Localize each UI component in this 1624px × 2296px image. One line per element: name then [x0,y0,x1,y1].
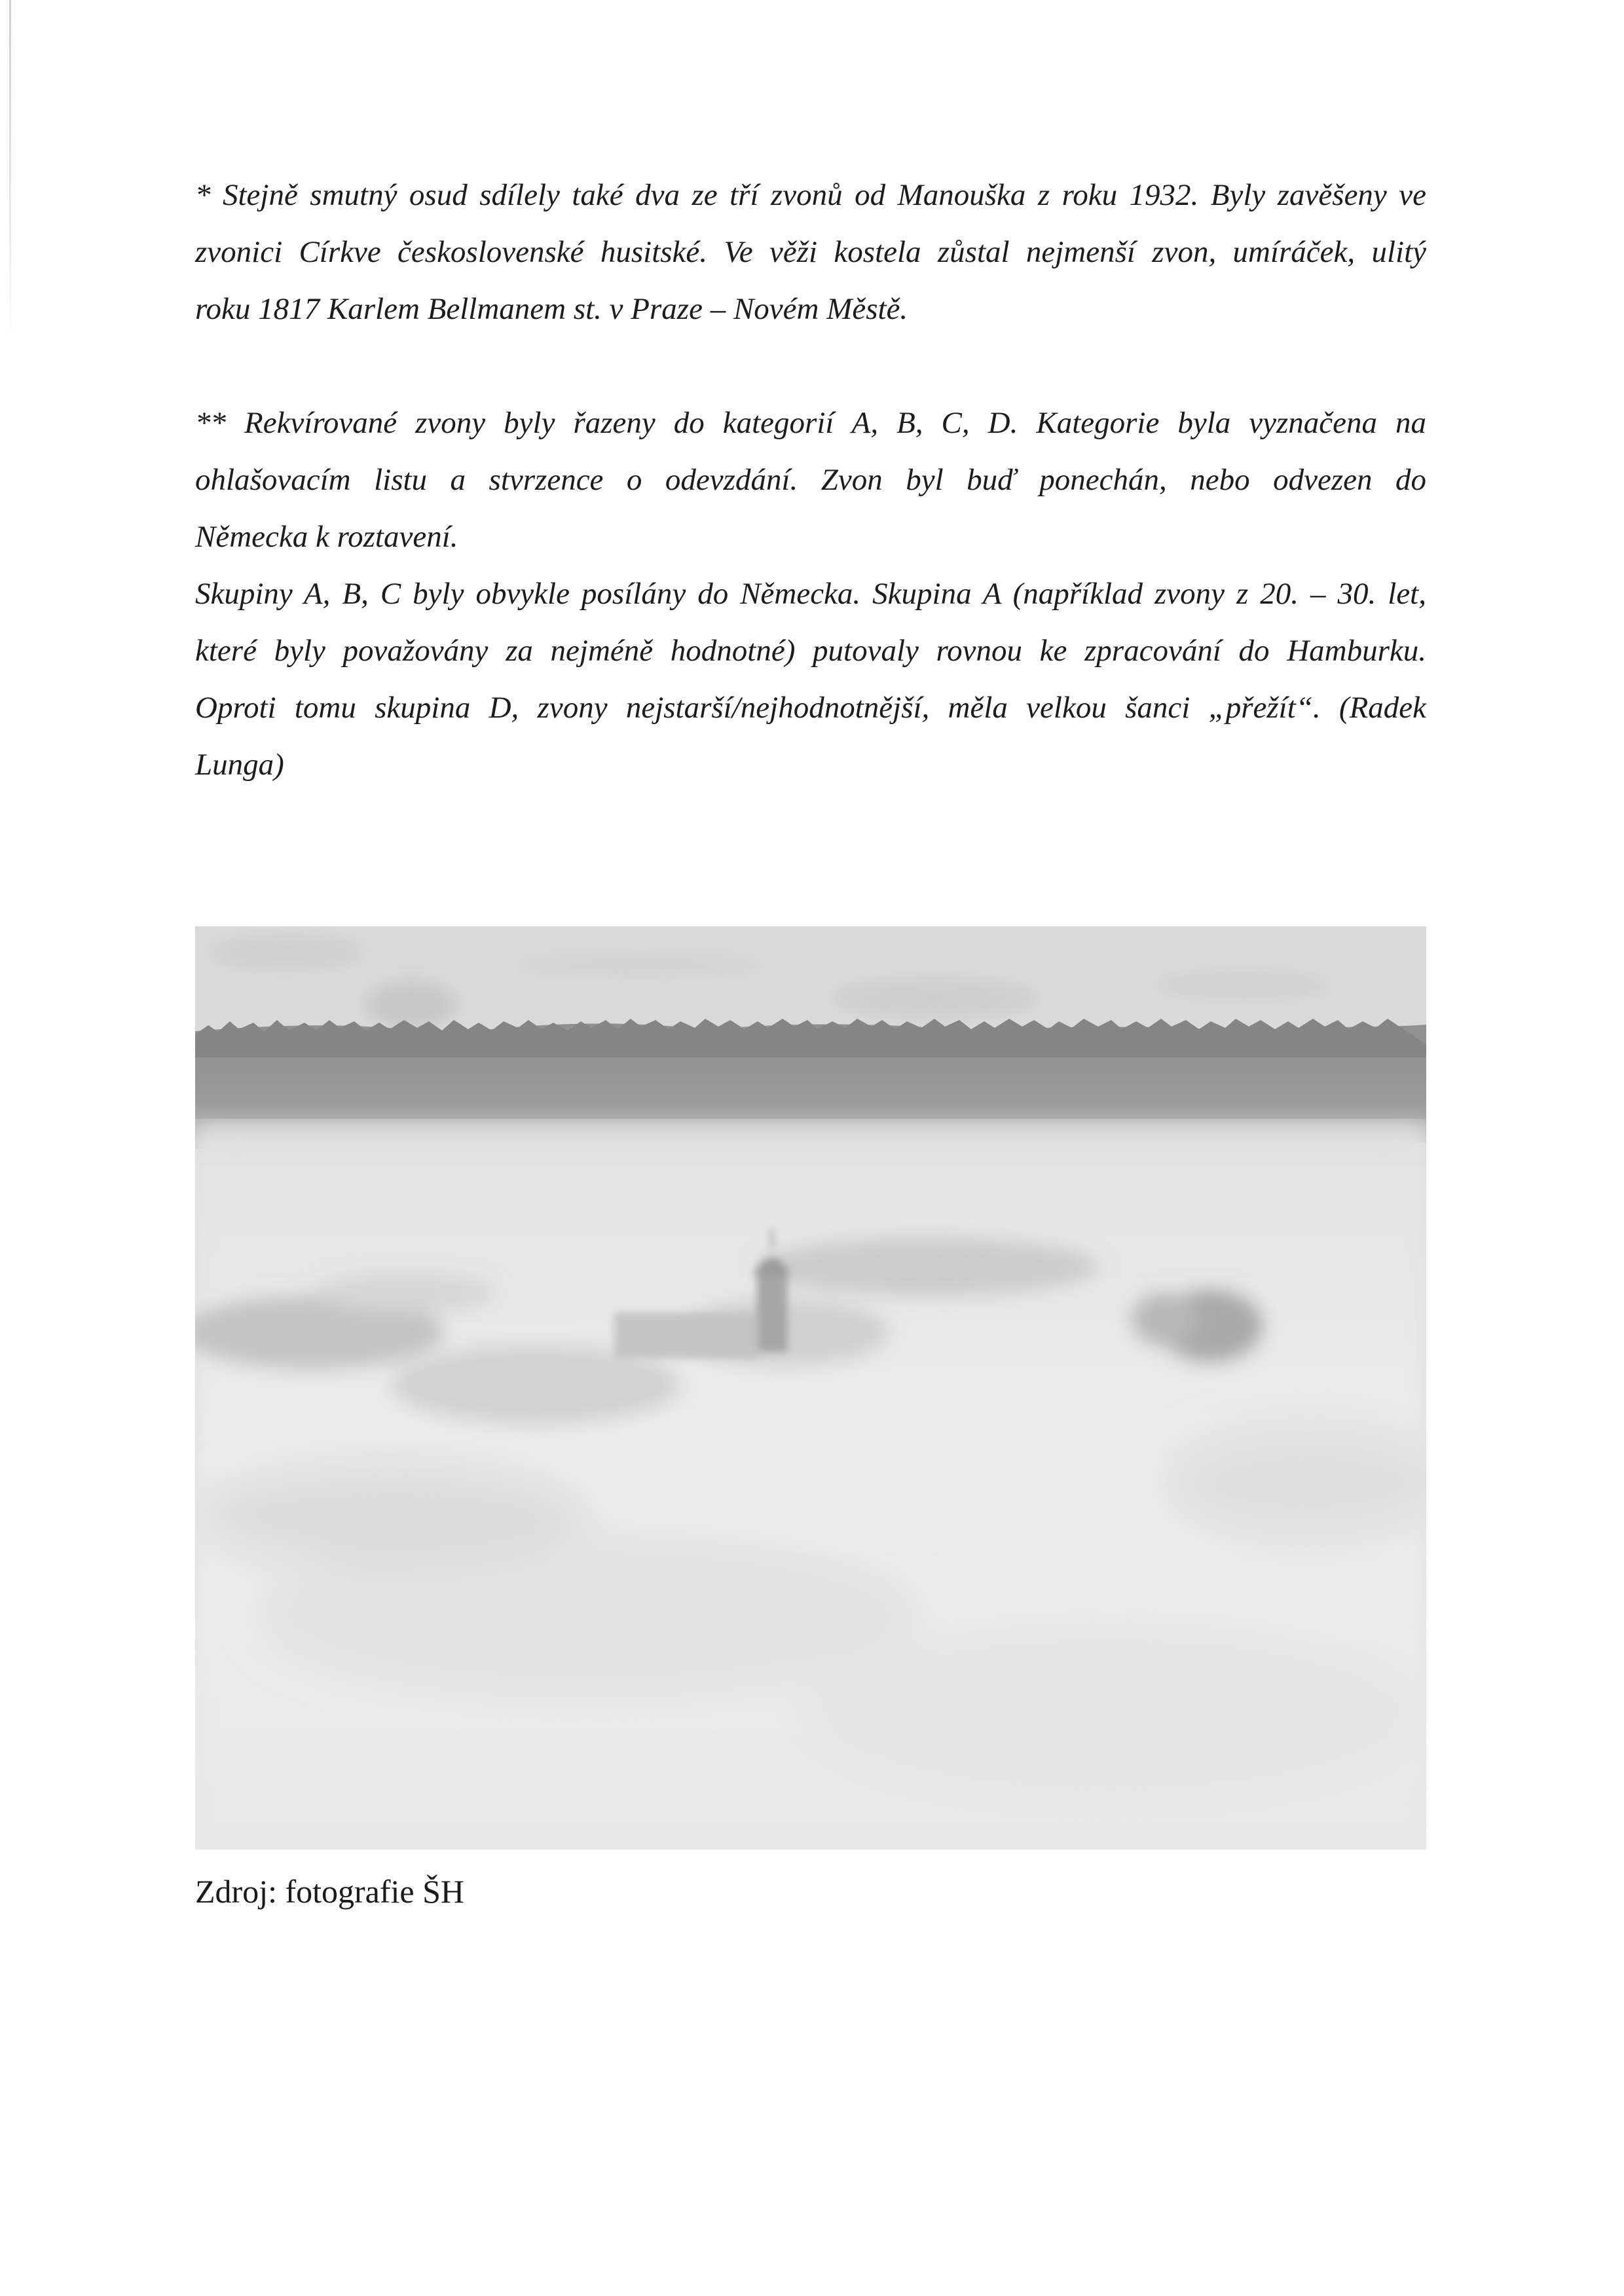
footnote-line: roku 1817 Karlem Bellmanem st. v Praze – Novém Městě. [195,292,908,326]
scan-edge-shadow [9,0,11,340]
footnote-line: Oproti tomu skupina D, zvony nejstarší/nejhodnotnější, měla velkou šanci „přežít“. (Radek [195,691,1426,725]
photo-graphic [195,926,1426,1850]
document-page [195,167,1426,793]
footnote-line: Lunga) [195,748,284,782]
footnote-line: ** Rekvírované zvony byly řazeny do kategorií A, B, C, D. Kategorie byla vyznačena na [195,406,1426,440]
footnote-bells-1932 [195,167,1426,338]
footnote-line: ohlašovacím listu a stvrzence o odevzdání. Zvon byl buď ponechán, nebo odvezen do [195,463,1426,497]
footnote-line: Německa k roztavení. [195,520,458,554]
paragraph-gap [195,338,1426,395]
footnote-line: které byly považovány za nejméně hodnotné) putovaly rovnou ke zpracování do Hamburku. [195,634,1426,668]
footnote-line: Skupiny A, B, C byly obvykle posílány do Německa. Skupina A (například zvony z 20. – 30. let, [195,577,1426,611]
footnote-line: zvonici Církve československé husitské. Ve věži kostela zůstal nejmenší zvon, umíráček, ulitý [195,235,1426,269]
photo-caption: Zdroj: fotografie ŠH [195,1873,465,1910]
footnote-line: * Stejně smutný osud sdílely také dva ze tří zvonů od Manouška z roku 1932. Byly zavěšeny ve [195,178,1426,212]
misty-landscape-photo [195,926,1426,1850]
treetop-texture [195,1019,1426,1057]
footnote-requisition-categories [195,395,1426,793]
